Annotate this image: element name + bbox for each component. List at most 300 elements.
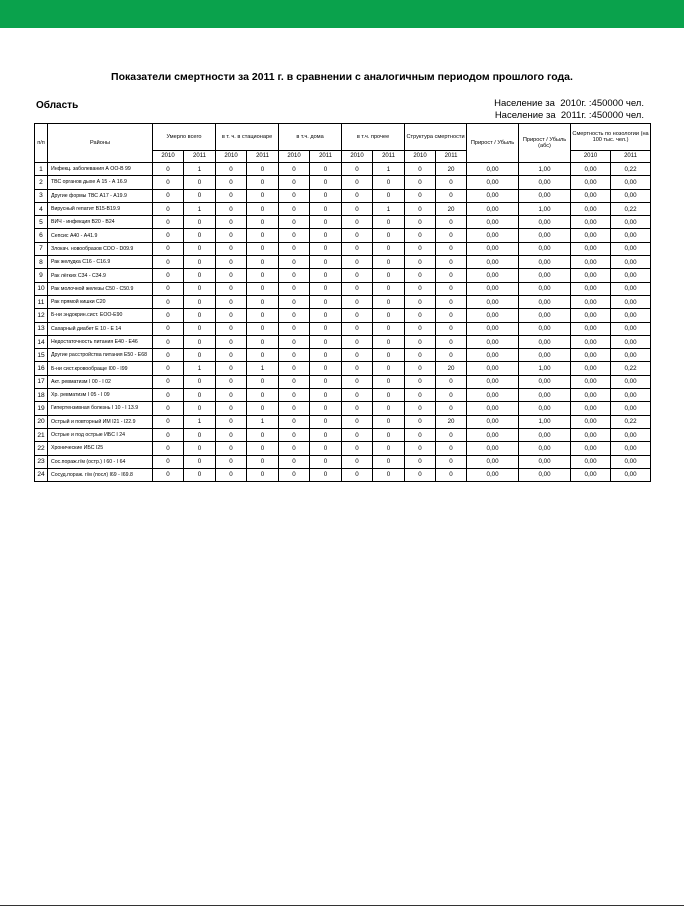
year-2010: 2010 [279,151,310,163]
table-cell: 0 [153,242,184,255]
table-row [35,335,651,348]
table-cell: 0,00 [611,242,651,255]
table-cell: 0 [279,176,310,189]
table-cell: 0,00 [611,442,651,455]
table-cell: 0 [216,362,247,375]
row-number: 12 [35,309,48,322]
table-cell: 0,00 [519,282,571,295]
table-cell: 0 [153,202,184,215]
table-cell: 0 [184,442,216,455]
table-cell: 0 [247,295,279,308]
table-cell: 0 [436,229,467,242]
table-cell: 0 [216,375,247,388]
table-cell: 0 [342,202,373,215]
table-cell: 0 [247,375,279,388]
table-cell: 0 [247,402,279,415]
table-cell: 0 [373,335,405,348]
table-cell: 0 [216,428,247,441]
table-cell: 0 [310,256,342,269]
table-cell: 0,00 [611,322,651,335]
table-cell: 0 [405,442,436,455]
table-cell: 0,00 [467,375,519,388]
table-cell: 0,00 [571,389,611,402]
table-cell: 0,00 [571,282,611,295]
row-number: 13 [35,322,48,335]
row-district-name: Недостаточность питания Е40 - Е46 [48,335,153,348]
table-cell: 0 [342,176,373,189]
table-cell: 0 [436,309,467,322]
table-cell: 0 [153,415,184,428]
table-row [35,402,651,415]
table-cell: 0 [310,362,342,375]
table-cell: 0 [153,362,184,375]
row-number: 18 [35,389,48,402]
table-cell: 20 [436,415,467,428]
table-cell: 0 [153,256,184,269]
table-cell: 1 [373,163,405,176]
table-cell: 0 [279,269,310,282]
table-cell: 0,00 [467,415,519,428]
table-cell: 0 [310,229,342,242]
table-cell: 0 [184,256,216,269]
table-cell: 0 [436,428,467,441]
table-cell: 0,22 [611,362,651,375]
table-cell: 0 [279,455,310,468]
table-cell: 0 [247,229,279,242]
table-cell: 0 [373,455,405,468]
table-cell: 0 [216,256,247,269]
table-cell: 0 [153,309,184,322]
row-district-name: Инфекц. заболевания А ОО-В 99 [48,163,153,176]
table-cell: 0 [405,375,436,388]
table-cell: 0 [184,309,216,322]
table-cell: 1 [247,415,279,428]
table-row [35,309,651,322]
table-cell: 0 [279,295,310,308]
table-cell: 0 [405,322,436,335]
table-cell: 0 [279,322,310,335]
table-cell: 0,00 [467,295,519,308]
table-cell: 0 [184,282,216,295]
table-cell: 0 [373,349,405,362]
table-cell: 0 [405,309,436,322]
row-number: 23 [35,455,48,468]
table-cell: 0 [342,163,373,176]
table-cell: 0 [436,295,467,308]
year-2011: 2011 [611,151,651,163]
table-cell: 0 [153,428,184,441]
table-cell: 0 [247,322,279,335]
table-cell: 0 [279,389,310,402]
table-cell: 0 [216,335,247,348]
row-number: 16 [35,362,48,375]
table-cell: 0 [342,362,373,375]
table-cell: 0 [247,269,279,282]
table-cell: 0 [373,415,405,428]
row-district-name: Другие расстройства питания Е50 - Е68 [48,349,153,362]
table-cell: 0,00 [611,389,651,402]
table-cell: 0 [279,335,310,348]
table-cell: 0 [342,256,373,269]
table-cell: 0 [216,176,247,189]
table-cell: 0 [216,309,247,322]
table-cell: 0,00 [611,309,651,322]
table-cell: 0 [310,375,342,388]
table-cell: 0 [405,189,436,202]
table-cell: 0 [310,176,342,189]
table-cell: 0 [279,362,310,375]
report-title: Показатели смертности за 2011 г. в сравнении с аналогичным периодом прошлого года. [111,71,573,83]
table-cell: 0,00 [571,202,611,215]
row-district-name: Рак лёгких С34 - С34.9 [48,269,153,282]
col-mortality-header: Смертность по нозологии (на 100 тыс. чел.) [571,124,651,151]
table-cell: 0 [216,468,247,481]
table-cell: 0 [310,402,342,415]
row-number: 8 [35,256,48,269]
table-cell: 0,00 [611,402,651,415]
table-cell: 0 [184,269,216,282]
table-cell: 0,00 [519,455,571,468]
table-cell: 0 [373,269,405,282]
table-cell: 0 [153,402,184,415]
table-cell: 0 [247,349,279,362]
table-cell: 0 [153,322,184,335]
table-cell: 0,00 [467,455,519,468]
table-cell: 0 [373,362,405,375]
row-district-name: Сахарный диабет Е 10 - Е 14 [48,322,153,335]
table-cell: 0 [436,176,467,189]
table-cell: 0 [310,202,342,215]
table-cell: 0 [405,216,436,229]
table-cell: 0 [342,402,373,415]
row-number: 6 [35,229,48,242]
table-cell: 0,00 [467,176,519,189]
table-cell: 0,00 [467,362,519,375]
table-cell: 0 [310,242,342,255]
table-cell: 0,00 [571,402,611,415]
table-cell: 0 [216,242,247,255]
table-cell: 0 [279,375,310,388]
row-number: 14 [35,335,48,348]
table-cell: 0 [247,282,279,295]
table-cell: 0,00 [571,242,611,255]
table-cell: 0 [216,189,247,202]
table-row [35,468,651,481]
year-2011: 2011 [373,151,405,163]
table-cell: 0 [279,309,310,322]
row-district-name: Сосуд.пораж. г/м (посл) I69 - I69.8 [48,468,153,481]
table-cell: 0 [342,442,373,455]
col-district-header: Районы [48,124,153,163]
table-row [35,282,651,295]
table-cell: 0 [279,229,310,242]
table-cell: 0,00 [611,349,651,362]
table-cell: 0,00 [611,229,651,242]
table-cell: 0,00 [467,335,519,348]
table-cell: 0 [247,189,279,202]
table-cell: 0,00 [571,375,611,388]
table-cell: 0 [216,295,247,308]
table-cell: 0 [405,229,436,242]
bottom-divider [0,905,684,906]
row-district-name: ВИЧ - инфекция В20 - В24 [48,216,153,229]
year-2011: 2011 [247,151,279,163]
table-cell: 0 [405,202,436,215]
table-cell: 0 [247,163,279,176]
table-cell: 0,00 [571,295,611,308]
table-header-row [35,124,651,151]
table-cell: 0 [279,468,310,481]
year-2010: 2010 [342,151,373,163]
table-cell: 0 [184,176,216,189]
table-cell: 0 [310,389,342,402]
table-cell: 0 [342,282,373,295]
row-number: 3 [35,189,48,202]
table-row [35,269,651,282]
table-cell: 0 [405,455,436,468]
table-cell: 0,00 [611,282,651,295]
table-cell: 0 [310,269,342,282]
table-cell: 0,00 [571,189,611,202]
table-cell: 0 [153,389,184,402]
table-cell: 1 [184,415,216,428]
table-cell: 0 [342,229,373,242]
table-cell: 0 [247,468,279,481]
table-cell: 0 [279,216,310,229]
table-cell: 0 [184,322,216,335]
table-cell: 0 [310,216,342,229]
population-2010: Население за 2010г. :450000 чел. [494,98,644,109]
row-district-name: Сепсис А40 - А41.9 [48,229,153,242]
table-cell: 0 [153,282,184,295]
col-growth-abs-header: Прирост / Убыль (абс) [519,124,571,163]
table-cell: 0 [405,402,436,415]
table-cell: 0 [405,335,436,348]
table-cell: 0 [153,468,184,481]
row-district-name: Вирусный гепатит В15-В19.9 [48,202,153,215]
table-row [35,428,651,441]
table-cell: 0 [436,216,467,229]
row-district-name: Гипертензивная болезнь I 10 - I 13.9 [48,402,153,415]
year-2011: 2011 [436,151,467,163]
row-number: 7 [35,242,48,255]
table-cell: 0,00 [519,242,571,255]
table-cell: 0 [184,216,216,229]
table-cell: 0 [436,269,467,282]
table-cell: 0,00 [571,176,611,189]
table-cell: 0,00 [467,163,519,176]
table-cell: 0 [216,229,247,242]
row-number: 24 [35,468,48,481]
table-cell: 1,00 [519,415,571,428]
table-cell: 0 [216,389,247,402]
region-label: Область [36,100,79,111]
row-district-name: Сос.пораж.г/м (остр.) I 60 - I 64 [48,455,153,468]
row-number: 20 [35,415,48,428]
table-row [35,202,651,215]
year-2011: 2011 [310,151,342,163]
col-home-header: в т.ч. дома [279,124,342,151]
table-cell: 0 [405,415,436,428]
table-cell: 0 [247,309,279,322]
table-cell: 1 [184,163,216,176]
table-cell: 0 [342,216,373,229]
row-number: 10 [35,282,48,295]
table-cell: 0,00 [611,189,651,202]
table-cell: 0 [184,229,216,242]
row-district-name: ТВС органов дыхе А 15 - А 16.9 [48,176,153,189]
table-cell: 0 [184,295,216,308]
table-cell: 0 [310,335,342,348]
year-2010: 2010 [571,151,611,163]
row-district-name: Хронические ИБС I25 [48,442,153,455]
table-cell: 0 [279,242,310,255]
table-cell: 0 [310,189,342,202]
row-district-name: Рак молочной железы С50 - С50.9 [48,282,153,295]
table-cell: 0 [373,309,405,322]
table-cell: 0 [184,468,216,481]
row-district-name: Акт. ревматизм I 00 - I 02 [48,375,153,388]
table-cell: 0 [216,163,247,176]
table-cell: 0 [405,362,436,375]
table-cell: 0 [184,389,216,402]
table-row [35,242,651,255]
col-hospital-header: в т. ч. в стационаре [216,124,279,151]
row-number: 19 [35,402,48,415]
table-cell: 0 [405,468,436,481]
table-cell: 0 [184,349,216,362]
table-cell: 0,00 [611,216,651,229]
table-cell: 0,00 [611,295,651,308]
table-cell: 0,00 [519,269,571,282]
row-district-name: Рак прямой кишки С20 [48,295,153,308]
table-cell: 1 [184,362,216,375]
table-row [35,256,651,269]
table-cell: 0 [216,455,247,468]
col-growth-header: Прирост / Убыль [467,124,519,163]
table-cell: 0 [436,402,467,415]
table-cell: 0 [373,428,405,441]
table-cell: 0 [153,375,184,388]
row-district-name: Б-ни эндокрин.сист. ЕОО-Е90 [48,309,153,322]
table-cell: 0 [310,322,342,335]
table-row [35,389,651,402]
table-cell: 0 [373,375,405,388]
table-cell: 0 [373,389,405,402]
table-row [35,375,651,388]
table-cell: 0 [279,402,310,415]
row-number: 4 [35,202,48,215]
table-row [35,415,651,428]
table-cell: 0 [279,282,310,295]
table-cell: 20 [436,362,467,375]
table-cell: 0 [342,269,373,282]
table-cell: 0 [405,389,436,402]
table-cell: 0 [279,202,310,215]
table-cell: 0 [436,335,467,348]
mortality-table [34,123,651,482]
table-cell: 0 [436,322,467,335]
table-cell: 0,22 [611,202,651,215]
table-cell: 0 [184,335,216,348]
table-cell: 0,00 [571,322,611,335]
table-cell: 0 [342,428,373,441]
table-cell: 0 [373,322,405,335]
table-cell: 0,00 [571,415,611,428]
table-cell: 1,00 [519,163,571,176]
table-cell: 0 [184,189,216,202]
table-row [35,322,651,335]
table-cell: 0,00 [467,309,519,322]
table-cell: 0 [153,229,184,242]
table-cell: 0 [405,242,436,255]
table-cell: 1 [247,362,279,375]
table-cell: 0 [279,428,310,441]
table-cell: 0,00 [519,389,571,402]
table-cell: 20 [436,202,467,215]
table-cell: 0,00 [519,428,571,441]
col-structure-header: Структура смертности [405,124,467,151]
col-died-header: Умерло всего [153,124,216,151]
table-cell: 0 [310,282,342,295]
table-cell: 0 [310,442,342,455]
table-cell: 0 [342,468,373,481]
table-cell: 0,00 [467,428,519,441]
table-cell: 0,00 [571,455,611,468]
table-cell: 0,00 [611,375,651,388]
table-cell: 0 [153,269,184,282]
table-cell: 0 [436,349,467,362]
table-cell: 0 [279,256,310,269]
table-cell: 0,00 [467,189,519,202]
table-cell: 0 [373,282,405,295]
table-cell: 0 [310,455,342,468]
table-cell: 0 [247,389,279,402]
table-cell: 0,00 [467,282,519,295]
table-cell: 0 [342,309,373,322]
table-cell: 0 [247,442,279,455]
table-cell: 0 [153,189,184,202]
table-body [35,163,651,482]
table-cell: 0,00 [467,402,519,415]
table-cell: 20 [436,163,467,176]
year-2010: 2010 [216,151,247,163]
table-cell: 1,00 [519,202,571,215]
table-cell: 0 [405,269,436,282]
row-number: 5 [35,216,48,229]
row-number: 15 [35,349,48,362]
table-cell: 0 [342,455,373,468]
year-2011: 2011 [184,151,216,163]
table-cell: 0 [247,428,279,441]
table-cell: 0 [436,468,467,481]
row-district-name: Другие формы ТВС А17 - А19.9 [48,189,153,202]
table-cell: 0,00 [571,256,611,269]
table-cell: 0,00 [519,335,571,348]
table-cell: 0,00 [467,242,519,255]
top-green-bar [0,0,684,28]
table-cell: 0,00 [467,349,519,362]
table-cell: 0 [153,216,184,229]
table-cell: 0,00 [519,322,571,335]
table-cell: 0,00 [571,349,611,362]
table-cell: 0,00 [519,295,571,308]
table-cell: 0,00 [519,442,571,455]
table-cell: 0 [153,349,184,362]
table-cell: 0 [373,402,405,415]
table-cell: 0,22 [611,415,651,428]
table-cell: 0,00 [571,362,611,375]
